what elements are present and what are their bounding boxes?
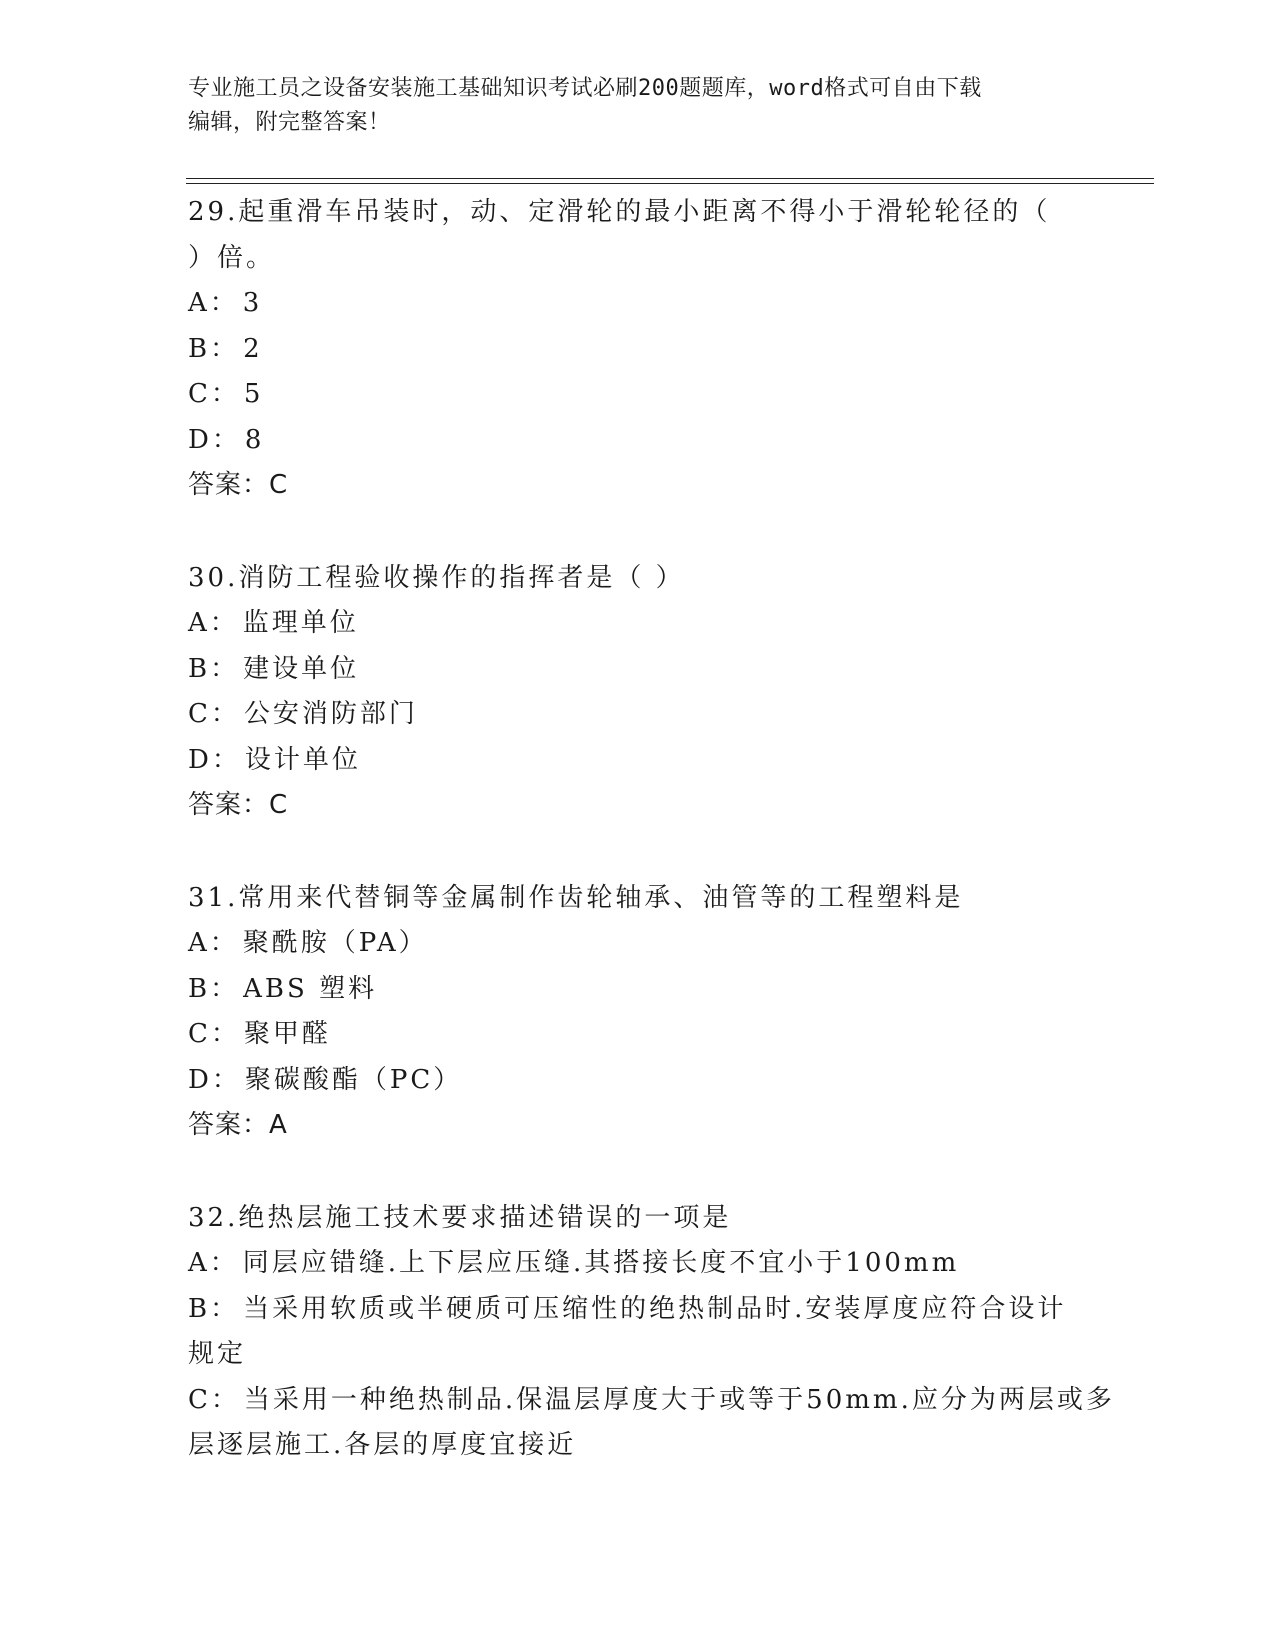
question-30 xyxy=(188,556,1088,829)
question-31 xyxy=(188,876,1088,1149)
option-value: 3 xyxy=(242,288,263,318)
option-c xyxy=(188,372,1088,418)
option-value: 8 xyxy=(244,424,265,455)
question-text: 29.起重滑车吊装时，动、定滑轮的最小距离不得小于滑轮轮径的（ xyxy=(188,197,1051,227)
option-c xyxy=(188,1012,1088,1058)
option-key: D： xyxy=(188,744,241,775)
option-b xyxy=(188,967,1088,1013)
header-line-1: 专业施工员之设备安装施工基础知识考试必刷200题题库，word格式可自由下载 xyxy=(188,76,982,101)
answer-line: 答案：C xyxy=(188,790,289,820)
option-b xyxy=(188,1287,1088,1333)
option-value: 当采用软质或半硬质可压缩性的绝热制品时.安装厚度应符合设计 xyxy=(243,1293,1067,1324)
option-key: B： xyxy=(188,1293,240,1324)
option-key: A： xyxy=(188,608,239,638)
answer-line: 答案：C xyxy=(188,470,289,500)
option-value: 同层应错缝.上下层应压缝.其搭接长度不宜小于100mm xyxy=(242,1248,960,1278)
option-b-continued: 规定 xyxy=(188,1339,247,1369)
header-divider-bottom xyxy=(186,183,1154,184)
option-b xyxy=(188,647,1088,693)
option-value: 2 xyxy=(243,333,263,364)
option-value: 聚甲醛 xyxy=(243,1019,331,1049)
option-d xyxy=(188,738,1088,784)
option-value: 5 xyxy=(243,379,264,409)
option-key: B： xyxy=(188,973,240,1004)
option-value: 聚酰胺（PA） xyxy=(242,928,428,958)
header-divider-top xyxy=(186,178,1154,179)
option-key: A： xyxy=(188,928,239,958)
option-d xyxy=(188,418,1088,464)
option-value: ABS 塑料 xyxy=(243,973,378,1004)
question-text-continued: ）倍。 xyxy=(188,242,276,273)
option-c xyxy=(188,692,1088,738)
option-key: A： xyxy=(188,1248,239,1278)
option-key: D： xyxy=(188,424,241,455)
option-key: B： xyxy=(188,333,240,364)
header-line-2: 编辑，附完整答案！ xyxy=(188,110,391,135)
question-text: 31.常用来代替铜等金属制作齿轮轴承、油管等的工程塑料是 xyxy=(188,882,964,913)
question-29 xyxy=(188,190,1088,509)
option-a xyxy=(188,281,1088,327)
option-key: A： xyxy=(188,288,239,318)
option-value: 监理单位 xyxy=(242,608,359,638)
option-a xyxy=(188,601,1088,647)
option-value: 公安消防部门 xyxy=(243,699,418,729)
question-text: 32.绝热层施工技术要求描述错误的一项是 xyxy=(188,1202,732,1233)
option-a xyxy=(188,921,1088,967)
answer-line: 答案：A xyxy=(188,1110,288,1140)
question-text: 30.消防工程验收操作的指挥者是（ ） xyxy=(188,562,685,593)
option-b xyxy=(188,327,1088,373)
option-value: 当采用一种绝热制品.保温层厚度大于或等于50mm.应分为两层或多 xyxy=(243,1384,1115,1415)
option-a xyxy=(188,1241,1088,1287)
question-32 xyxy=(188,1196,1115,1469)
option-value: 聚碳酸酯（PC） xyxy=(244,1064,463,1095)
option-c xyxy=(188,1378,1115,1424)
option-key: B： xyxy=(188,653,240,684)
option-key: C： xyxy=(188,699,240,729)
option-key: C： xyxy=(188,379,240,409)
question-list xyxy=(188,190,1115,1516)
option-value: 设计单位 xyxy=(244,744,361,775)
option-value: 建设单位 xyxy=(243,653,360,684)
option-key: D： xyxy=(188,1064,241,1095)
option-c-continued: 层逐层施工.各层的厚度宜接近 xyxy=(188,1430,577,1460)
option-key: C： xyxy=(188,1019,240,1049)
document-header xyxy=(188,72,1068,140)
option-d xyxy=(188,1058,1088,1104)
option-key: C： xyxy=(188,1384,240,1415)
